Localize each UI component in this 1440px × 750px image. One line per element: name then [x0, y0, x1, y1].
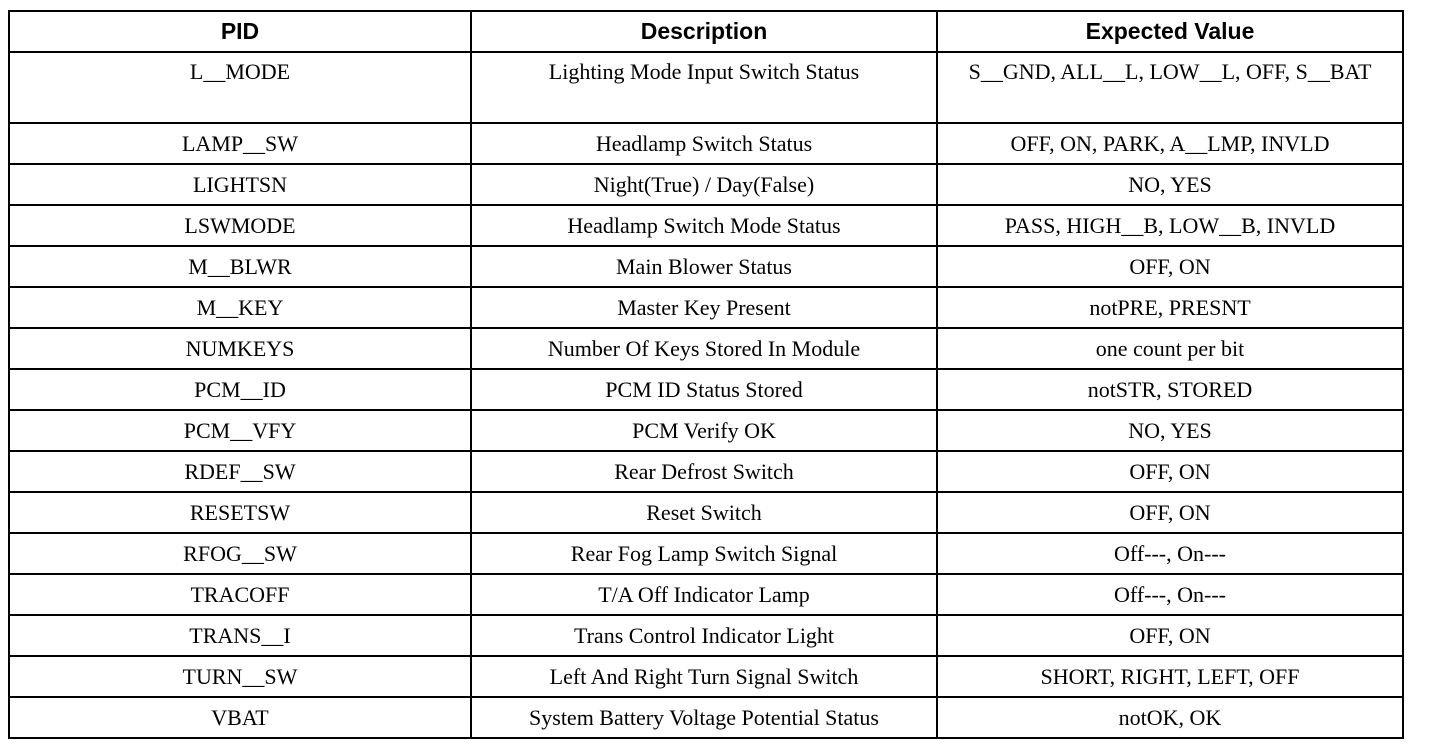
pid-cell: RFOG__SW — [9, 533, 471, 574]
expected-value-cell: OFF, ON — [937, 246, 1403, 287]
table-row — [9, 52, 1403, 123]
expected-value-cell: SHORT, RIGHT, LEFT, OFF — [937, 656, 1403, 697]
table-row — [9, 533, 1403, 574]
pid-cell: RESETSW — [9, 492, 471, 533]
pid-cell: PCM__VFY — [9, 410, 471, 451]
expected-value-cell: OFF, ON — [937, 492, 1403, 533]
pid-cell: RDEF__SW — [9, 451, 471, 492]
pid-cell: L__MODE — [9, 52, 471, 123]
pid-cell: NUMKEYS — [9, 328, 471, 369]
description-cell: Headlamp Switch Status — [471, 123, 937, 164]
description-cell: Master Key Present — [471, 287, 937, 328]
expected-value-cell: notPRE, PRESNT — [937, 287, 1403, 328]
pid-cell: LAMP__SW — [9, 123, 471, 164]
description-cell: Left And Right Turn Signal Switch — [471, 656, 937, 697]
table-row — [9, 615, 1403, 656]
description-cell: Reset Switch — [471, 492, 937, 533]
pid-cell: VBAT — [9, 697, 471, 738]
table-row — [9, 656, 1403, 697]
description-cell: Number Of Keys Stored In Module — [471, 328, 937, 369]
table-body — [9, 52, 1403, 738]
column-header-description: Description — [471, 11, 937, 52]
table-row — [9, 205, 1403, 246]
pid-table — [8, 10, 1404, 739]
pid-cell: TRACOFF — [9, 574, 471, 615]
expected-value-cell: NO, YES — [937, 410, 1403, 451]
description-cell: Headlamp Switch Mode Status — [471, 205, 937, 246]
pid-cell: PCM__ID — [9, 369, 471, 410]
description-cell: T/A Off Indicator Lamp — [471, 574, 937, 615]
table-row — [9, 328, 1403, 369]
pid-cell: M__BLWR — [9, 246, 471, 287]
table-row — [9, 697, 1403, 738]
table-row — [9, 369, 1403, 410]
column-header-pid: PID — [9, 11, 471, 52]
description-cell: Trans Control Indicator Light — [471, 615, 937, 656]
expected-value-cell: notSTR, STORED — [937, 369, 1403, 410]
expected-value-cell: NO, YES — [937, 164, 1403, 205]
pid-cell: LSWMODE — [9, 205, 471, 246]
table-row — [9, 410, 1403, 451]
table-header-row — [9, 11, 1403, 52]
table-row — [9, 246, 1403, 287]
expected-value-cell: one count per bit — [937, 328, 1403, 369]
description-cell: Main Blower Status — [471, 246, 937, 287]
description-cell: Rear Fog Lamp Switch Signal — [471, 533, 937, 574]
description-cell: System Battery Voltage Potential Status — [471, 697, 937, 738]
expected-value-cell: OFF, ON, PARK, A__LMP, INVLD — [937, 123, 1403, 164]
table-row — [9, 492, 1403, 533]
expected-value-cell: PASS, HIGH__B, LOW__B, INVLD — [937, 205, 1403, 246]
pid-cell: TRANS__I — [9, 615, 471, 656]
expected-value-cell: OFF, ON — [937, 615, 1403, 656]
expected-value-cell: notOK, OK — [937, 697, 1403, 738]
expected-value-cell: OFF, ON — [937, 451, 1403, 492]
description-cell: Night(True) / Day(False) — [471, 164, 937, 205]
table-row — [9, 574, 1403, 615]
description-cell: PCM Verify OK — [471, 410, 937, 451]
description-cell: PCM ID Status Stored — [471, 369, 937, 410]
table-row — [9, 123, 1403, 164]
table-row — [9, 287, 1403, 328]
description-cell: Rear Defrost Switch — [471, 451, 937, 492]
expected-value-cell: Off---, On--- — [937, 574, 1403, 615]
pid-cell: M__KEY — [9, 287, 471, 328]
expected-value-cell: S__GND, ALL__L, LOW__L, OFF, S__BAT — [937, 52, 1403, 123]
expected-value-cell: Off---, On--- — [937, 533, 1403, 574]
pid-cell: TURN__SW — [9, 656, 471, 697]
pid-cell: LIGHTSN — [9, 164, 471, 205]
table-row — [9, 451, 1403, 492]
description-cell: Lighting Mode Input Switch Status — [471, 52, 937, 123]
table-row — [9, 164, 1403, 205]
column-header-expected-value: Expected Value — [937, 11, 1403, 52]
